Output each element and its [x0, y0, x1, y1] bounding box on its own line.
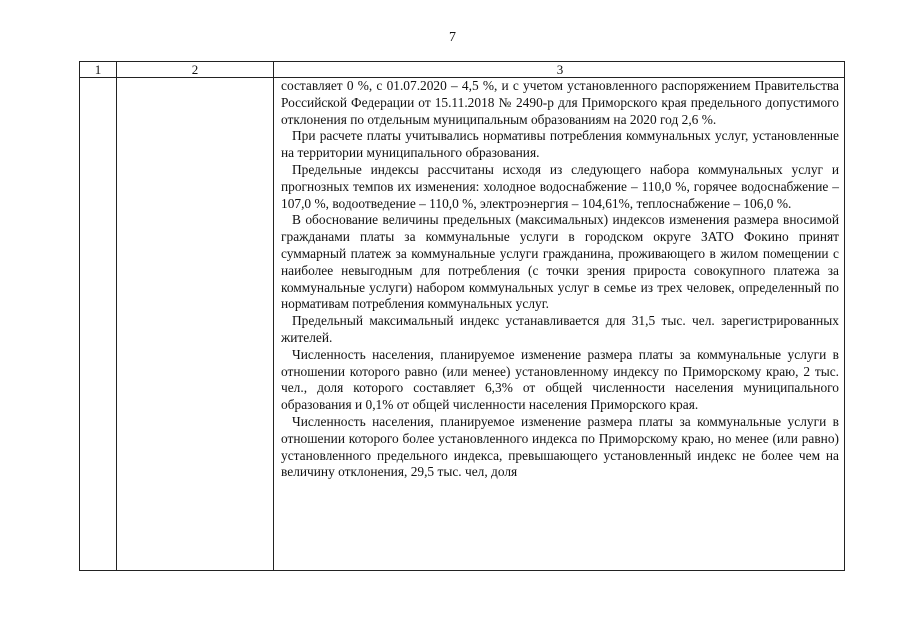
column-divider-2 — [273, 62, 274, 570]
paragraph-population-above: Численность населения, планируемое изменение размера платы за коммунальные услуги в отношении которого более установленного индекса по Приморскому краю, но менее (или равно) установленного предельного индекса, превышающего установленный индекс не более чем на величину отклонения, 29,5 тыс. чел, доля — [281, 413, 839, 480]
document-table — [79, 61, 845, 571]
table-header-row — [80, 62, 844, 78]
paragraph-norms: При расчете платы учитывались нормативы потребления коммунальных услуг, установленные на территории муниципального образования. — [281, 128, 839, 161]
column-3-content — [281, 78, 839, 481]
paragraph-population-equal: Численность населения, планируемое изменение размера платы за коммунальные услуги в отношении которого равно (или менее) установленному индексу по Приморскому краю, 2 тыс. чел., доля которого составляет 6,3% от общей численности населения муниципального образования и 0,1% от общей численности населения Приморского края. — [281, 346, 839, 413]
column-header-2: 2 — [191, 62, 199, 77]
paragraph-justification: В обоснование величины предельных (максимальных) индексов изменения размера вносимой гражданами платы за коммунальные услуги в городском округе ЗАТО Фокино принят суммарный платеж за коммунальные услуги гражданина, проживающего в жилом помещении с наиболее невыгодным для потребления (с точки зрения прироста совокупного платежа за коммунальные услуги) набором коммунальных услуг в семье из трех человек, определенный по нормативам потребления коммунальных услуг. — [281, 212, 839, 312]
column-header-1: 1 — [94, 62, 102, 77]
column-header-3: 3 — [556, 62, 564, 77]
paragraph-indexes: Предельные индексы рассчитаны исходя из следующего набора коммунальных услуг и прогнозных темпов их изменения: холодное водоснабжение – 110,0 %, горячее водоснабжение – 107,0 %, водоотведение – 110,0 %, электроэнергия – 104,61%, теплоснабжение – 106,0 %. — [281, 161, 839, 211]
paragraph-rates: составляет 0 %, с 01.07.2020 – 4,5 %, и с учетом установленного распоряжением Правительства Российской Федерации от 15.11.2018 № 2490-р для Приморского края предельного допустимого отклонения по отдельным муниципальным образованиям на 2020 год 2,6 %. — [281, 78, 839, 127]
paragraph-max-index: Предельный максимальный индекс устанавливается для 31,5 тыс. чел. зарегистрированных жителей. — [281, 313, 839, 345]
column-divider-1 — [116, 62, 117, 570]
page-number: 7 — [449, 30, 456, 45]
